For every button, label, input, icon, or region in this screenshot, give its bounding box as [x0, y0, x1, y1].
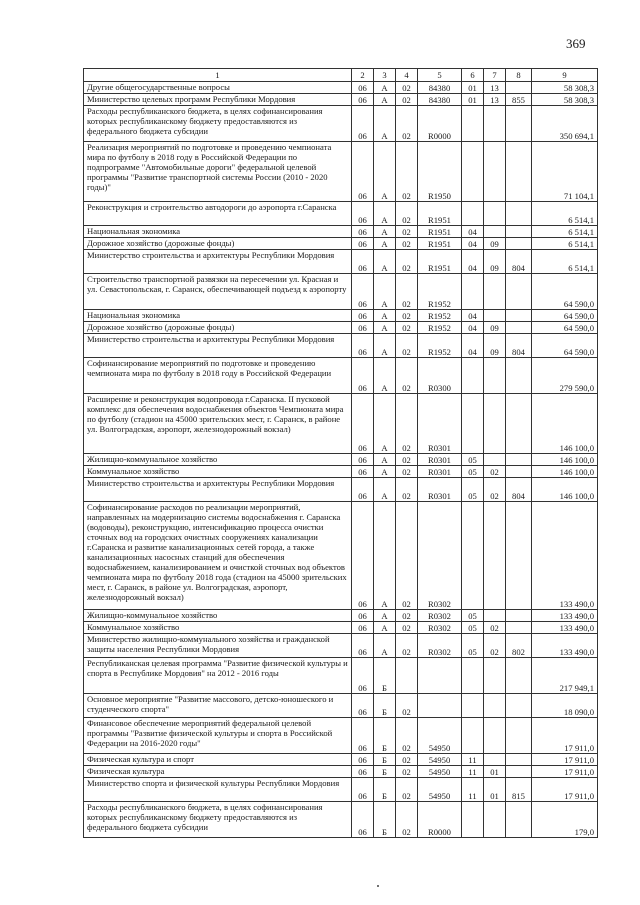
row-amount-cell: 58 308,3: [532, 82, 598, 94]
row-code-cell: 06: [352, 394, 374, 454]
row-code-cell: А: [374, 358, 396, 394]
row-code-cell: [506, 274, 532, 310]
row-code-cell: [418, 694, 462, 718]
row-code-cell: А: [374, 106, 396, 142]
row-code-cell: [506, 466, 532, 478]
row-code-cell: [506, 658, 532, 694]
row-name-cell: Министерство строительства и архитектуры Республики Мордовия: [84, 334, 352, 358]
row-code-cell: А: [374, 334, 396, 358]
row-code-cell: 05: [462, 622, 484, 634]
row-name-cell: Жилищно-коммунальное хозяйство: [84, 454, 352, 466]
table-row: [84, 622, 598, 634]
table-row: [84, 94, 598, 106]
row-name-cell: Физическая культура: [84, 766, 352, 778]
row-code-cell: 04: [462, 322, 484, 334]
row-code-cell: [506, 718, 532, 754]
row-code-cell: [484, 202, 506, 226]
table-row: [84, 274, 598, 310]
table-row: [84, 226, 598, 238]
row-code-cell: 13: [484, 82, 506, 94]
row-code-cell: Б: [374, 658, 396, 694]
row-code-cell: [462, 274, 484, 310]
row-code-cell: R0302: [418, 622, 462, 634]
table-row: [84, 310, 598, 322]
row-code-cell: А: [374, 322, 396, 334]
row-code-cell: [484, 658, 506, 694]
row-code-cell: 02: [396, 634, 418, 658]
row-code-cell: 06: [352, 694, 374, 718]
row-code-cell: 09: [484, 250, 506, 274]
row-name-cell: Министерство целевых программ Республики Мордовия: [84, 94, 352, 106]
row-code-cell: 02: [484, 622, 506, 634]
row-amount-cell: 279 590,0: [532, 358, 598, 394]
row-amount-cell: 17 911,0: [532, 766, 598, 778]
row-amount-cell: 6 514,1: [532, 250, 598, 274]
page-number: 369: [566, 36, 586, 51]
row-amount-cell: 64 590,0: [532, 274, 598, 310]
row-code-cell: 04: [462, 226, 484, 238]
row-code-cell: А: [374, 82, 396, 94]
row-code-cell: R1952: [418, 334, 462, 358]
row-code-cell: 02: [396, 202, 418, 226]
row-code-cell: 06: [352, 250, 374, 274]
header-cell: 3: [374, 69, 396, 82]
row-code-cell: R0000: [418, 802, 462, 838]
row-code-cell: R0302: [418, 610, 462, 622]
header-cell: 9: [532, 69, 598, 82]
row-code-cell: [462, 142, 484, 202]
row-code-cell: 02: [396, 142, 418, 202]
row-amount-cell: 179,0: [532, 802, 598, 838]
row-code-cell: А: [374, 454, 396, 466]
row-code-cell: 06: [352, 238, 374, 250]
row-code-cell: 06: [352, 310, 374, 322]
row-name-cell: Министерство строительства и архитектуры Республики Мордовия: [84, 250, 352, 274]
row-amount-cell: 133 490,0: [532, 502, 598, 610]
row-code-cell: [396, 658, 418, 694]
row-code-cell: R1951: [418, 202, 462, 226]
row-code-cell: R0000: [418, 106, 462, 142]
row-name-cell: Финансовое обеспечение мероприятий федеральной целевой программы "Развитие физической культуры и спорта в Российской Федерации на 2016-2020 годы": [84, 718, 352, 754]
row-code-cell: R0301: [418, 394, 462, 454]
row-code-cell: [484, 226, 506, 238]
row-code-cell: 02: [396, 610, 418, 622]
row-name-cell: Министерство строительства и архитектуры Республики Мордовия: [84, 478, 352, 502]
row-code-cell: [506, 754, 532, 766]
row-name-cell: Другие общегосударственные вопросы: [84, 82, 352, 94]
row-code-cell: 05: [462, 454, 484, 466]
row-code-cell: 06: [352, 358, 374, 394]
row-code-cell: 06: [352, 622, 374, 634]
row-code-cell: 06: [352, 454, 374, 466]
row-code-cell: 06: [352, 658, 374, 694]
row-code-cell: 02: [396, 478, 418, 502]
row-code-cell: 815: [506, 778, 532, 802]
row-code-cell: [484, 358, 506, 394]
row-code-cell: 54950: [418, 754, 462, 766]
row-code-cell: 13: [484, 94, 506, 106]
row-code-cell: [484, 454, 506, 466]
row-code-cell: 802: [506, 634, 532, 658]
row-code-cell: [506, 322, 532, 334]
row-code-cell: R0301: [418, 454, 462, 466]
row-code-cell: 05: [462, 466, 484, 478]
row-code-cell: [506, 766, 532, 778]
row-code-cell: 09: [484, 322, 506, 334]
row-code-cell: [462, 658, 484, 694]
table-row: [84, 106, 598, 142]
row-name-cell: Дорожное хозяйство (дорожные фонды): [84, 322, 352, 334]
row-name-cell: Расходы республиканского бюджета, в целях софинансирования которых республиканскому бюджету предоставляются из федерального бюджета субсидии: [84, 802, 352, 838]
row-code-cell: А: [374, 622, 396, 634]
row-code-cell: 02: [396, 334, 418, 358]
row-name-cell: Реализация мероприятий по подготовке и проведению чемпионата мира по футболу в 2018 году в Российской Федерации по подпрограмме "Автомобильные дороги" федеральной целевой программы "Развитие транспортной системы России (2010 - 2020 годы)": [84, 142, 352, 202]
row-code-cell: [484, 274, 506, 310]
row-code-cell: 06: [352, 754, 374, 766]
table-row: [84, 82, 598, 94]
table-row: [84, 610, 598, 622]
row-code-cell: А: [374, 202, 396, 226]
row-name-cell: Жилищно-коммунальное хозяйство: [84, 610, 352, 622]
row-code-cell: 02: [396, 274, 418, 310]
row-amount-cell: 133 490,0: [532, 610, 598, 622]
row-code-cell: 02: [396, 226, 418, 238]
table-row: [84, 358, 598, 394]
table-row: [84, 502, 598, 610]
row-amount-cell: 146 100,0: [532, 454, 598, 466]
row-code-cell: 54950: [418, 778, 462, 802]
row-code-cell: [484, 754, 506, 766]
row-code-cell: [484, 106, 506, 142]
header-cell: 1: [84, 69, 352, 82]
row-code-cell: [462, 802, 484, 838]
row-amount-cell: 350 694,1: [532, 106, 598, 142]
row-code-cell: [484, 694, 506, 718]
row-amount-cell: 64 590,0: [532, 310, 598, 322]
table-row: [84, 322, 598, 334]
row-code-cell: 04: [462, 334, 484, 358]
row-code-cell: 02: [396, 394, 418, 454]
table-row: [84, 454, 598, 466]
header-cell: 5: [418, 69, 462, 82]
row-code-cell: [506, 394, 532, 454]
row-code-cell: [506, 622, 532, 634]
row-name-cell: Коммунальное хозяйство: [84, 622, 352, 634]
row-code-cell: 01: [484, 778, 506, 802]
row-code-cell: 06: [352, 142, 374, 202]
row-code-cell: 04: [462, 310, 484, 322]
row-code-cell: [462, 502, 484, 610]
row-code-cell: Б: [374, 718, 396, 754]
table-row: [84, 778, 598, 802]
row-code-cell: 01: [462, 82, 484, 94]
row-code-cell: 02: [396, 466, 418, 478]
row-name-cell: Национальная экономика: [84, 226, 352, 238]
header-row: [84, 69, 598, 82]
row-code-cell: 11: [462, 778, 484, 802]
row-name-cell: Министерство жилищно-коммунального хозяйства и гражданской защиты населения Республики Мордовия: [84, 634, 352, 658]
row-code-cell: А: [374, 478, 396, 502]
row-code-cell: R1952: [418, 322, 462, 334]
row-code-cell: [418, 658, 462, 694]
row-code-cell: R1950: [418, 142, 462, 202]
row-code-cell: R0302: [418, 634, 462, 658]
row-name-cell: Национальная экономика: [84, 310, 352, 322]
row-name-cell: Расходы республиканского бюджета, в целях софинансирования которых республиканскому бюджету предоставляются из федерального бюджета субсидии: [84, 106, 352, 142]
row-code-cell: 02: [396, 778, 418, 802]
row-code-cell: 06: [352, 82, 374, 94]
row-code-cell: [462, 718, 484, 754]
row-code-cell: 06: [352, 226, 374, 238]
row-code-cell: [506, 202, 532, 226]
row-name-cell: Основное мероприятие "Развитие массового, детско-юношеского и студенческого спорта": [84, 694, 352, 718]
table-row: [84, 658, 598, 694]
row-code-cell: [506, 502, 532, 610]
header-cell: 6: [462, 69, 484, 82]
row-amount-cell: 6 514,1: [532, 226, 598, 238]
row-code-cell: [462, 202, 484, 226]
row-code-cell: [506, 802, 532, 838]
row-code-cell: 02: [396, 622, 418, 634]
row-code-cell: 06: [352, 766, 374, 778]
header-cell: 4: [396, 69, 418, 82]
row-code-cell: R0301: [418, 466, 462, 478]
table-row: [84, 478, 598, 502]
row-code-cell: 54950: [418, 718, 462, 754]
row-code-cell: [484, 802, 506, 838]
row-code-cell: А: [374, 226, 396, 238]
table-row: [84, 802, 598, 838]
table-row: [84, 694, 598, 718]
row-code-cell: Б: [374, 694, 396, 718]
row-code-cell: R0302: [418, 502, 462, 610]
row-code-cell: 06: [352, 466, 374, 478]
row-code-cell: 804: [506, 250, 532, 274]
row-amount-cell: 64 590,0: [532, 334, 598, 358]
row-name-cell: Реконструкция и строительство автодороги до аэропорта г.Саранска: [84, 202, 352, 226]
row-code-cell: 09: [484, 334, 506, 358]
row-code-cell: 09: [484, 238, 506, 250]
row-amount-cell: 146 100,0: [532, 394, 598, 454]
table-row: [84, 718, 598, 754]
row-code-cell: А: [374, 142, 396, 202]
row-code-cell: Б: [374, 766, 396, 778]
table-row: [84, 238, 598, 250]
row-code-cell: А: [374, 394, 396, 454]
row-code-cell: 06: [352, 274, 374, 310]
row-code-cell: А: [374, 238, 396, 250]
row-code-cell: 05: [462, 610, 484, 622]
row-amount-cell: 146 100,0: [532, 466, 598, 478]
row-code-cell: [506, 106, 532, 142]
row-amount-cell: 17 911,0: [532, 754, 598, 766]
row-code-cell: А: [374, 634, 396, 658]
row-code-cell: 05: [462, 478, 484, 502]
row-code-cell: 02: [396, 250, 418, 274]
row-code-cell: 06: [352, 778, 374, 802]
row-code-cell: 04: [462, 238, 484, 250]
row-code-cell: R1952: [418, 274, 462, 310]
row-name-cell: Коммунальное хозяйство: [84, 466, 352, 478]
row-code-cell: 06: [352, 478, 374, 502]
row-code-cell: [462, 694, 484, 718]
row-code-cell: 02: [484, 466, 506, 478]
row-amount-cell: 133 490,0: [532, 622, 598, 634]
table-row: [84, 766, 598, 778]
row-name-cell: Дорожное хозяйство (дорожные фонды): [84, 238, 352, 250]
row-name-cell: Министерство спорта и физической культуры Республики Мордовия: [84, 778, 352, 802]
row-code-cell: [506, 454, 532, 466]
row-code-cell: 02: [396, 802, 418, 838]
row-code-cell: [506, 610, 532, 622]
row-code-cell: 06: [352, 334, 374, 358]
row-code-cell: 05: [462, 634, 484, 658]
row-code-cell: 06: [352, 634, 374, 658]
row-code-cell: 01: [462, 94, 484, 106]
header-cell: 8: [506, 69, 532, 82]
row-code-cell: 54950: [418, 766, 462, 778]
row-amount-cell: 17 911,0: [532, 778, 598, 802]
row-code-cell: 804: [506, 478, 532, 502]
row-name-cell: Строительство транспортной развязки на пересечении ул. Красная и ул. Севастопольская, г. Саранск, обеспечивающей подъезд к аэропорту: [84, 274, 352, 310]
row-code-cell: R1951: [418, 250, 462, 274]
row-code-cell: 01: [484, 766, 506, 778]
row-code-cell: А: [374, 502, 396, 610]
row-code-cell: 11: [462, 754, 484, 766]
row-code-cell: 02: [396, 238, 418, 250]
row-name-cell: Физическая культура и спорт: [84, 754, 352, 766]
row-amount-cell: 64 590,0: [532, 322, 598, 334]
row-code-cell: 04: [462, 250, 484, 274]
row-code-cell: [506, 694, 532, 718]
row-code-cell: Б: [374, 778, 396, 802]
row-code-cell: 06: [352, 610, 374, 622]
row-code-cell: 06: [352, 202, 374, 226]
table-row: [84, 394, 598, 454]
row-code-cell: А: [374, 94, 396, 106]
table-row: [84, 754, 598, 766]
row-code-cell: 855: [506, 94, 532, 106]
row-code-cell: 02: [396, 454, 418, 466]
row-code-cell: [484, 610, 506, 622]
table-row: [84, 466, 598, 478]
row-name-cell: Республиканская целевая программа "Развитие физической культуры и спорта в Республике Мордовия" на 2012 - 2016 годы: [84, 658, 352, 694]
row-code-cell: [484, 142, 506, 202]
row-code-cell: 06: [352, 322, 374, 334]
row-code-cell: 02: [396, 766, 418, 778]
row-code-cell: 02: [396, 322, 418, 334]
row-code-cell: R0301: [418, 478, 462, 502]
row-code-cell: 84380: [418, 94, 462, 106]
row-code-cell: [506, 142, 532, 202]
row-amount-cell: 133 490,0: [532, 634, 598, 658]
table-row: [84, 634, 598, 658]
budget-table: [83, 68, 598, 838]
row-code-cell: R1951: [418, 238, 462, 250]
table-row: [84, 334, 598, 358]
table-row: [84, 250, 598, 274]
row-name-cell: Расширение и реконструкция водопровода г.Саранска. II пусковой комплекс для обеспечения водоснабжения объектов Чемпионата мира по футболу (стадион на 45000 зрительских мест, г. Саранск, в районе ул. Волгоградская, аэропорт, железнодорожный вокзал): [84, 394, 352, 454]
row-code-cell: 02: [396, 754, 418, 766]
row-code-cell: 06: [352, 94, 374, 106]
row-name-cell: Софинансирование мероприятий по подготовке и проведению чемпионата мира по футболу в 2018 году в Российской Федерации: [84, 358, 352, 394]
row-code-cell: [506, 82, 532, 94]
row-code-cell: [506, 238, 532, 250]
row-code-cell: [484, 394, 506, 454]
row-code-cell: 02: [396, 310, 418, 322]
row-code-cell: [462, 106, 484, 142]
row-code-cell: 02: [396, 718, 418, 754]
row-code-cell: 06: [352, 802, 374, 838]
row-code-cell: А: [374, 250, 396, 274]
row-code-cell: 02: [396, 694, 418, 718]
row-code-cell: [506, 226, 532, 238]
row-code-cell: 02: [396, 502, 418, 610]
row-code-cell: 804: [506, 334, 532, 358]
row-code-cell: [506, 358, 532, 394]
row-code-cell: R1951: [418, 226, 462, 238]
row-amount-cell: 58 308,3: [532, 94, 598, 106]
row-code-cell: 06: [352, 718, 374, 754]
row-code-cell: Б: [374, 802, 396, 838]
row-code-cell: 11: [462, 766, 484, 778]
row-code-cell: А: [374, 466, 396, 478]
row-amount-cell: 18 090,0: [532, 694, 598, 718]
row-code-cell: А: [374, 610, 396, 622]
row-code-cell: R0300: [418, 358, 462, 394]
row-code-cell: 02: [396, 106, 418, 142]
row-code-cell: [462, 358, 484, 394]
footer-dot: [377, 885, 379, 887]
row-code-cell: 84380: [418, 82, 462, 94]
row-code-cell: [506, 310, 532, 322]
row-code-cell: А: [374, 310, 396, 322]
row-amount-cell: 6 514,1: [532, 238, 598, 250]
row-amount-cell: 6 514,1: [532, 202, 598, 226]
row-name-cell: Софинансирование расходов по реализации мероприятий, направленных на модернизацию системы водоснабжения г. Саранска (водоводы), реконструкцию, интенсификацию процесса очистки сточных вод на городских очистных сооружениях канализации г.Саранска и развитие канализационных сетей города, а также канализационных насосных станций для обеспечения водоснабжением, канализированием и очисткой сточных вод объектов чемпионата мира по футболу 2018 года (стадион на 45000 зрительских мест, г. Саранск, в районе ул. Волгоградская, аэропорт, железнодорожный вокзал): [84, 502, 352, 610]
row-code-cell: 06: [352, 502, 374, 610]
table-row: [84, 142, 598, 202]
row-code-cell: [484, 718, 506, 754]
row-code-cell: 02: [484, 478, 506, 502]
row-amount-cell: 17 911,0: [532, 718, 598, 754]
row-code-cell: [462, 394, 484, 454]
row-code-cell: 06: [352, 106, 374, 142]
row-amount-cell: 146 100,0: [532, 478, 598, 502]
table-row: [84, 202, 598, 226]
row-code-cell: Б: [374, 754, 396, 766]
row-code-cell: 02: [396, 358, 418, 394]
row-code-cell: А: [374, 274, 396, 310]
row-amount-cell: 71 104,1: [532, 142, 598, 202]
row-code-cell: [484, 502, 506, 610]
header-cell: 7: [484, 69, 506, 82]
row-code-cell: R1952: [418, 310, 462, 322]
row-amount-cell: 217 949,1: [532, 658, 598, 694]
header-cell: 2: [352, 69, 374, 82]
row-code-cell: 02: [484, 634, 506, 658]
row-code-cell: 02: [396, 94, 418, 106]
row-code-cell: [484, 310, 506, 322]
row-code-cell: 02: [396, 82, 418, 94]
